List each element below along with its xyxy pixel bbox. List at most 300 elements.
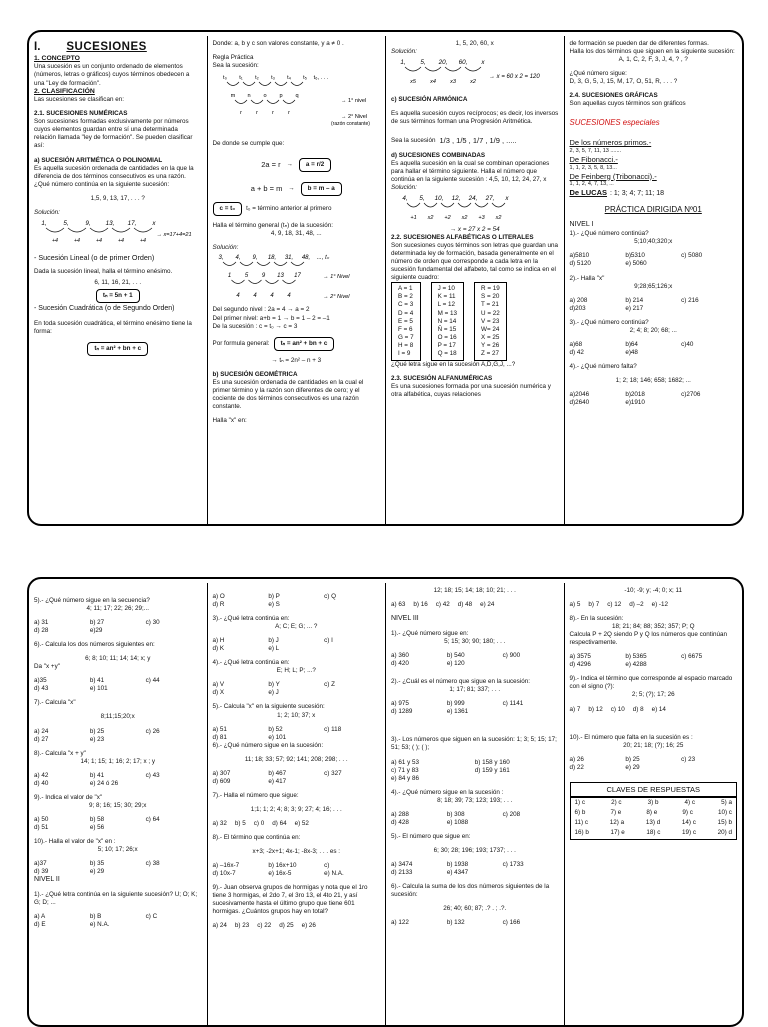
- answer-option: a)37: [34, 860, 47, 868]
- solution-difference: 5: [244, 273, 248, 280]
- claves-row: [571, 808, 737, 818]
- alphabet-entry: M = 13: [437, 309, 458, 317]
- answer-option: e) 56: [89, 823, 105, 831]
- answer-option: e) 29: [89, 868, 105, 876]
- page-1-columns: [29, 36, 742, 524]
- combined-term: 27,: [485, 195, 495, 203]
- formula-1-left: 2a = r: [261, 160, 281, 170]
- clave-entry: 5) a: [721, 799, 732, 807]
- general-rule-diagram: [213, 70, 383, 130]
- rule-level-1-label: → 1° nivel: [340, 98, 366, 105]
- primos-seq: 2, 3, 5, 7, 11, 13 .......: [569, 147, 622, 154]
- formula-1-right: a = r/2: [299, 158, 331, 172]
- answer-option: c) 64: [145, 815, 160, 823]
- de-donde-text: De donde se cumple que:: [212, 140, 285, 148]
- chapter-title: SUCESIONES: [66, 41, 147, 53]
- answer-option: b) 5: [234, 819, 246, 827]
- p2-n2-q3-options: [213, 637, 381, 653]
- alphabet-table: [391, 282, 559, 360]
- arithmetic-solution-diagram: [34, 217, 204, 247]
- clave-entry: 15) b: [717, 819, 732, 827]
- answer-option: c) 71 y 83: [391, 766, 419, 774]
- answer-option: [324, 601, 380, 609]
- alphabet-entry: K = 11: [437, 293, 456, 301]
- sequence-arc: [291, 262, 304, 266]
- p2-q7: 7).- Calcula "x": [34, 699, 76, 707]
- p2-n3-q3-options: [391, 759, 559, 783]
- armonica-sequence: 1/3 , 1/5 , 1/7 , 1/9 , .....: [439, 136, 517, 146]
- rule-second-difference: r: [239, 110, 242, 117]
- p2-n2-q2-options: [213, 593, 381, 609]
- answer-option: d) 64: [272, 819, 287, 827]
- sequence-arc: [243, 82, 255, 86]
- answer-option: c) 1733: [502, 860, 524, 868]
- geo-term: 5,: [420, 59, 426, 67]
- alphabet-entry: W= 24: [481, 325, 500, 333]
- answer-option: c)2706: [681, 390, 701, 398]
- alphabet-entry: C = 3: [398, 301, 414, 309]
- answer-option: [146, 685, 202, 693]
- combined-term: x: [505, 195, 509, 203]
- answer-option: [324, 778, 380, 786]
- alfanum-cont-2: Halla los dos términos que siguen en la siguiente sucesión:: [569, 48, 735, 56]
- answer-option: e) N.A.: [89, 921, 110, 929]
- answer-option: c) 23: [681, 755, 696, 763]
- clave-entry: 20) d: [717, 829, 732, 837]
- solution-difference: 9: [261, 273, 265, 280]
- geo-term: x: [481, 59, 485, 67]
- alfabeticas-heading: 2.2. SUCESIONES ALFABÉTICAS O LITERALES: [391, 234, 534, 242]
- p2-n3-q8-seq: 18; 21; 84; 88; 352; 357; P; Q: [611, 623, 695, 631]
- p2-n2-q6: 6).- ¿Qué número sigue en la sucesión:: [212, 741, 324, 749]
- answer-option: a) 7: [569, 705, 581, 713]
- rule-difference: m: [230, 93, 235, 100]
- sequence-arc: [424, 203, 437, 207]
- p1-q2: 2).- Halla "x": [569, 274, 605, 282]
- p2-c3-top-options: [391, 601, 559, 609]
- answer-option: d) 43: [34, 685, 49, 693]
- geo-term: 1,: [400, 59, 406, 67]
- sea-sucesion: Sea la sucesión:: [212, 62, 259, 70]
- sequence-term: 1,: [41, 219, 47, 227]
- combined-operation: x2: [427, 215, 434, 222]
- answer-option: a) 5: [569, 601, 581, 609]
- primos-heading: De los números primos.-: [569, 138, 652, 148]
- p2-n2-q4-seq: E; H; L; P; ...?: [276, 667, 316, 675]
- p2-n3-q2-seq: 1; 17; 81; 337; . . .: [449, 686, 501, 694]
- p1-q1: 1).- ¿Qué número continúa?: [569, 230, 649, 238]
- page-2-columns: [29, 583, 742, 1025]
- answer-option: e)1910: [625, 399, 645, 407]
- p2-col-4: [564, 583, 743, 1025]
- clave-entry: 3) b: [647, 799, 659, 807]
- answer-option: [475, 775, 559, 783]
- sequence-arc: [291, 82, 303, 86]
- alphabet-entry: F = 6: [398, 325, 413, 333]
- page-1: [27, 30, 744, 526]
- claves-row: [571, 818, 737, 828]
- answer-option: b) 23: [234, 922, 250, 930]
- answer-option: [146, 780, 202, 788]
- p2-col-3: [385, 583, 564, 1025]
- answer-option: b) 41: [89, 677, 105, 685]
- p1-col-1: [29, 36, 207, 524]
- rule-second-difference: r: [255, 110, 258, 117]
- rule-level-2-label: → 2° Nivel: [340, 114, 367, 121]
- answer-option: [324, 734, 380, 742]
- answer-option: a)2046: [569, 390, 590, 398]
- p2-n3-q8-options: [570, 653, 738, 669]
- p1-col-3: [385, 36, 564, 524]
- sequence-arc: [267, 100, 279, 104]
- clave-entry: 10) c: [717, 809, 732, 817]
- rule-term: t₀: [222, 75, 227, 82]
- claves-title: CLAVES DE RESPUESTAS: [570, 782, 738, 798]
- practica-title: PRÁCTICA DIRIGIDA Nº01: [604, 205, 702, 215]
- sequence-term: x: [152, 219, 156, 227]
- answer-option: c)40: [681, 340, 694, 348]
- answer-option: b) 999: [446, 700, 465, 708]
- solution-second-difference: 4: [235, 293, 240, 300]
- sequence-arc: [282, 280, 295, 284]
- p2-n3-q2: 2).- ¿Cuál es el número que sigue en la sucesión:: [391, 678, 530, 686]
- p2-q10: 10).- Halla el valor de "x" en :: [34, 837, 116, 845]
- answer-option: d) 48: [457, 601, 473, 609]
- answer-option: [146, 921, 202, 929]
- p1-q3-seq: 2; 4; 8; 20; 68; ...: [629, 326, 677, 334]
- alphabet-entry: L = 12: [437, 301, 456, 309]
- combined-term: 10,: [434, 195, 444, 203]
- p2-n2-q4-options: [213, 681, 381, 697]
- answer-option: d) 51: [34, 823, 49, 831]
- sequence-arc: [90, 228, 108, 232]
- p2-n2-q9: 9).- Juan observa grupos de hormigas y nota que el 1ro tiene 3 hormigas, el 2do 7, el 3ro 13, el 4to 21, y así sucesivamente hasta el último grupo que tiene 601 hormigas. ¿Cuántos grupos hay en total?: [212, 884, 368, 916]
- answer-option: d) 1289: [391, 708, 413, 716]
- answer-option: c) 216: [681, 296, 699, 304]
- p1-q4: 4).- ¿Qué número falta?: [569, 362, 637, 370]
- claves-table: [570, 797, 738, 839]
- page-2: [27, 577, 744, 1027]
- chapter-heading: [34, 40, 202, 55]
- sequence-arc: [445, 67, 461, 71]
- answer-option: [503, 660, 559, 668]
- p2-n3-q6-options: [391, 919, 559, 927]
- answer-option: d)203: [569, 304, 586, 312]
- answer-option: e) 417: [268, 777, 287, 785]
- answer-option: b)5310: [625, 252, 645, 260]
- p1-col-4: [564, 36, 743, 524]
- answer-option: b) 308: [446, 810, 465, 818]
- graficas-heading: 2.4. SUCESIONES GRÁFICAS: [569, 92, 658, 100]
- p2-n2-q7-seq: 1;1; 1; 2; 4; 8; 3; 9; 27; 4; 16; . . .: [250, 805, 342, 813]
- answer-option: b) 35: [89, 860, 105, 868]
- p2-q8-seq: 14; 1; 15; 1; 16; 2; 17; x ; y: [80, 757, 156, 765]
- answer-option: c) 6675: [681, 653, 703, 661]
- p2-q9: 9).- Indica el valor de "x": [34, 793, 103, 801]
- combinadas-heading: d) SUCESIONES COMBINADAS: [391, 151, 486, 159]
- clave-entry: 11) c: [574, 819, 589, 827]
- answer-option: b) J: [268, 637, 279, 645]
- answer-option: a) 975: [391, 700, 409, 708]
- p2-c3-top-seq: 12; 18; 15; 14; 18; 10; 21; . . .: [433, 587, 516, 594]
- sol-level-2-label: → 2° Nivel: [322, 294, 349, 301]
- p2-n3-q8-text: Calcula P + 2Q siendo P y Q los números que continúan respectivamente.: [569, 631, 727, 647]
- sequence-term: 13,: [105, 219, 115, 227]
- aritmetica-sequence: 1,5, 9, 13, 17, . . . ?: [90, 194, 145, 202]
- claves-row: [571, 828, 737, 838]
- answer-option: [681, 305, 737, 313]
- formula-general-label: Por formula general:: [212, 339, 270, 347]
- geo-multiplier: x3: [450, 79, 456, 86]
- p1-q2-options: [570, 297, 738, 313]
- sequence-arc: [46, 228, 64, 232]
- p2-n3-q10-seq: 20; 21; 18; (?); 16; 25: [623, 741, 684, 749]
- p2-n2-q5: 5).- Calcula "x" en la siguiente sucesión:: [212, 703, 325, 711]
- answer-option: b)2018: [625, 390, 645, 398]
- p2-n2-q7-options: [213, 820, 381, 828]
- aritmetica-text: Es aquella sucesión ordenada de cantidades en la que la diferencia de dos términos consecutivos es una razón. ¿Qué número continúa en la siguiente sucesión:: [34, 164, 194, 188]
- answer-option: d) 28: [34, 627, 49, 635]
- p1-q4-seq: 1; 2; 18; 146; 658; 1682; ...: [615, 376, 691, 384]
- answer-option: [146, 736, 202, 744]
- solution-term: ..., tₙ: [316, 255, 329, 262]
- clave-entry: 7) e: [610, 809, 622, 817]
- alphabet-entry: H = 8: [398, 341, 414, 349]
- answer-option: c) Q: [324, 593, 337, 600]
- alphabet-entry: O = 16: [437, 333, 457, 341]
- solution-label: Solución:: [34, 208, 60, 216]
- p1-q3-options: [570, 341, 738, 357]
- answer-option: a) 24: [34, 727, 49, 735]
- sequence-arc: [231, 280, 244, 284]
- alphabet-entry: B = 2: [398, 293, 413, 301]
- quadratic-solution-diagram: [213, 252, 383, 306]
- nivel-2: NIVEL II: [34, 876, 60, 884]
- answer-option: e)29: [89, 627, 103, 635]
- answer-option: d) 81: [212, 733, 227, 741]
- especiales-heading: SUCESIONES especiales: [569, 118, 660, 128]
- p2-n2-q8-options: [213, 862, 381, 878]
- geometrica-text: Es una sucesión ordenada de cantidades en la cual el primer término y la razón son diferentes de cero; y el cociente de dos términos consecutivos es una razón constante.: [212, 378, 364, 410]
- alphabet-entry: A = 1: [398, 285, 413, 293]
- clave-entry: 13) d: [645, 819, 661, 827]
- answer-option: a) –16x-7: [212, 862, 240, 870]
- answer-option: b) 58: [89, 815, 105, 823]
- nivel-3: NIVEL III: [391, 615, 419, 623]
- sequence-arc: [134, 228, 152, 232]
- alphabet-entry: I = 9: [398, 349, 411, 357]
- answer-option: e) 4288: [625, 661, 647, 669]
- answer-option: b) 132: [446, 919, 465, 927]
- p2-n3-q9-options: [570, 706, 738, 714]
- p2-c4-top-seq: -10; -9; y; -4; 0; x; 11: [624, 587, 683, 594]
- clave-entry: 14) c: [681, 819, 696, 827]
- rule-term: t₁: [238, 75, 243, 82]
- answer-option: a) A: [34, 913, 46, 921]
- answer-option: e) 24 ó 26: [89, 779, 119, 787]
- rule-difference: o: [262, 93, 267, 100]
- answer-option: d) 40: [34, 779, 49, 787]
- clave-entry: 12) a: [609, 819, 625, 827]
- answer-option: a) 288: [391, 810, 409, 818]
- solution-second-difference: 4: [252, 293, 257, 300]
- answer-option: c) C: [145, 913, 158, 921]
- armonica-text: Es aquella sucesión cuyos recíprocos; es decir, los inversos de sus términos forman una Progresión Aritmética.: [391, 110, 559, 126]
- p2-col-2: [207, 583, 386, 1025]
- sequence-arc: [475, 203, 488, 207]
- answer-option: c) 26: [145, 727, 160, 735]
- sequence-arc: [458, 203, 471, 207]
- sequence-difference: +4: [139, 237, 147, 244]
- sequence-arc: [259, 82, 271, 86]
- p1-col-2: Donde: a, b y c son valores constante, y a ≠ 0 . Regla Práctica Sea la sucesión: t₀ t₁ t₂ t₃ t₄ t₅ t₆, . . . m n o p q r r r r → 1° nivel → 2° Nivel (razón constante) De donde se cumple que: 2a = r → a = r/2 a + b = m → b = m – a c = t₀ t₀ = término anterior al primero Halla el término general (tₙ) de la sucesión: 4, 9, 18, 31, 48, ... Solución: 3, 4, 9, 18, 31, 48, ..., tₙ 1 5 9 13 17 4 4 4 4 → 1° Nivel → 2° Nivel Del segundo nivel : 2a = 4 → a = 2 Del primer nivel: a+b = 1 → b = 1 – 2 = –1 De la sucesión : c = t₀ → c = 3 Por formula general: tₙ = an² + bn + c → tₙ = 2n² – n + 3 b) SUCESIÓN GEOMÉTRICA Es una sucesión ordenada de cantidades en la cual el primer término y la razón son diferentes de cero; y el cociente de dos términos consecutivos es una razón constante. Halla "x" en:: [207, 36, 386, 524]
- answer-option: a)68: [569, 340, 583, 348]
- halla-sequence: 4, 9, 18, 31, 48, ...: [270, 230, 322, 238]
- solution-term: 18,: [267, 255, 276, 262]
- answer-option: e) 4347: [446, 868, 469, 876]
- p2-n3-q9: 9).- Indica el término que corresponde al espacio marcado con el signo (?):: [569, 675, 733, 691]
- answer-option: a) 32: [212, 819, 227, 827]
- alphabet-column: [431, 282, 464, 360]
- answer-option: b) 12: [588, 705, 603, 713]
- p2-n3-q4: 4).- ¿Qué número sigue en la sucesión :: [391, 788, 504, 796]
- p2-n3-q4-seq: 8; 18; 39; 73; 123; 193; . . .: [437, 796, 513, 804]
- alphabet-entry: Z = 27: [481, 349, 500, 357]
- sequence-arc: [251, 100, 263, 104]
- answer-option: b) 1938: [446, 860, 469, 868]
- rule-term: t₃: [270, 75, 275, 82]
- solution-term: 9,: [251, 255, 258, 262]
- alphabet-entry: V = 23: [481, 317, 500, 325]
- formula-3-right: t₀ = término anterior al primero: [246, 205, 332, 213]
- clave-entry: 1) c: [574, 799, 585, 807]
- alfanumericas-heading: 2.3. SUCESIÓN ALFANUMÉRICAS: [391, 374, 493, 382]
- answer-option: a) 31: [34, 619, 49, 627]
- p2-n2-q9-options: [213, 922, 381, 930]
- rule-second-difference: r: [287, 110, 290, 117]
- sequence-arc: [465, 67, 481, 71]
- alphabet-entry: Ñ = 15: [437, 325, 457, 333]
- p2-n3-q6-seq: 26; 40; 60; 87; .? . ; .?.: [443, 905, 507, 913]
- alfabeticas-text: Son sucesiones cuyos términos son letras que guardan una determinada ley de formación, basada generalmente en el número de orden que corresponde a cada letra en la sucesión fundamental del alfabeto, tal como se indica en el siguiente cuadro:: [391, 242, 558, 282]
- clave-entry: 4) c: [684, 799, 696, 807]
- sequence-arc: [223, 262, 236, 266]
- answer-option: d) 609: [212, 777, 231, 785]
- answer-option: a) 63: [391, 601, 406, 609]
- answer-option: b)64: [625, 340, 638, 348]
- combinadas-result: → x = 27 x 2 = 54: [449, 226, 500, 234]
- alphabet-entry: E = 5: [398, 317, 413, 325]
- answer-option: [503, 708, 559, 716]
- formula-general: tₙ = an² + bn + c: [274, 337, 335, 351]
- p2-n2-q4: 4).- ¿Qué letra continúa en:: [212, 659, 290, 667]
- primer-nivel: Del primer nivel: a+b = 1 → b = 1 – 2 = –1: [212, 314, 330, 322]
- p2-q6-options: [34, 677, 202, 693]
- answer-option: c) 30: [145, 619, 160, 627]
- aritmetica-heading: a) SUCESIÓN ARITMÉTICA O POLINOMIAL: [34, 156, 163, 164]
- rule-level-2-sub: (razón constante): [330, 121, 370, 128]
- answer-option: a)5810: [569, 252, 590, 260]
- sequence-arc: [235, 100, 247, 104]
- sequence-difference: +4: [95, 237, 103, 244]
- answer-option: d) 2133: [391, 868, 413, 876]
- p2-n3-q1: 1).- ¿Qué número sigue en:: [391, 630, 469, 638]
- p2-col-1: [29, 583, 207, 1025]
- answer-option: a) O: [212, 593, 225, 600]
- answer-option: d)2640: [569, 399, 590, 407]
- answer-option: e) 14: [651, 705, 666, 713]
- p2-n3-q1-seq: 5; 15; 30; 90; 180; . . .: [444, 638, 506, 646]
- rule-difference: q: [294, 93, 299, 100]
- answer-option: d) 5120: [569, 260, 591, 268]
- answer-option: c) 42: [435, 601, 450, 609]
- clave-entry: 19) c: [682, 829, 696, 837]
- p2-q8: 8).- Calcula "x + y": [34, 749, 86, 757]
- answer-option: d) 22: [569, 763, 584, 771]
- combinadas-text: Es aquella sucesión en la cual se combinan operaciones para hallar el término siguiente. Halla el número que continúa en la siguiente sucesión : 4,5, 10, 12, 24, 27, x: [391, 159, 550, 183]
- p2-n2-q1: 1).- ¿Qué letra continúa en la siguiente sucesión? U; O; K; G; D; ...: [34, 891, 198, 907]
- alphabet-entry: D = 4: [398, 309, 414, 317]
- p2-n2-q3-seq: A; C; E; G; ... ?: [275, 623, 318, 631]
- solution-difference: 1: [227, 273, 231, 280]
- p2-q6-seq: 6; 8; 10; 11; 14; 14; x; y: [85, 655, 151, 663]
- answer-option: c) Z: [324, 681, 335, 689]
- regla-practica: Regla Práctica: [212, 54, 254, 62]
- answer-option: d) 420: [391, 660, 409, 668]
- concepto-text: Una sucesión es un conjunto ordenado de elementos (números, letras o gráficos) cuyos términos obedecen a una "Ley de formación".: [34, 63, 190, 87]
- solution-label-4: Solución:: [391, 184, 417, 192]
- answer-option: [146, 627, 202, 635]
- p2-q5-seq: 4; 11; 17; 22; 26; 29;...: [86, 605, 150, 613]
- alphabet-entry: P = 17: [437, 341, 456, 349]
- alphabet-column: [474, 282, 507, 360]
- answer-option: e) 29: [625, 763, 640, 771]
- solution-term: 48,: [301, 255, 310, 262]
- solution-term: 4,: [234, 255, 241, 262]
- alfanum-question: ¿Qué número sigue:: [569, 70, 627, 78]
- chapter-number: I.: [34, 41, 41, 53]
- sequence-difference: +4: [73, 237, 81, 244]
- p2-n3-q5: 5).- El número que sigue en:: [391, 832, 471, 840]
- answer-option: a) 51: [212, 725, 227, 733]
- sequence-difference: +4: [117, 237, 125, 244]
- p2-n3-q4-options: [391, 811, 559, 827]
- answer-option: [503, 819, 559, 827]
- sequence-difference: +4: [51, 237, 59, 244]
- p1-q1-seq: 5;10;40;320;x: [634, 238, 673, 246]
- answer-option: a) 3474: [391, 860, 413, 868]
- armonica-label: Sea la sucesión: [391, 137, 436, 144]
- graficas-text: Son aquellas cuyos términos son gráficos: [569, 100, 686, 108]
- clave-entry: 18) c: [646, 829, 661, 837]
- p2-n2-q5-seq: 1; 2; 10; 37; x: [277, 711, 316, 719]
- alphabet-entry: N = 14: [437, 317, 457, 325]
- answer-option: a) 24: [212, 922, 227, 930]
- formula-2-left: a + b = m: [250, 184, 283, 194]
- answer-option: b) 467: [268, 769, 287, 777]
- p2-q7-seq: 8;11;15;20;x: [100, 713, 135, 721]
- clave-entry: 8) e: [646, 809, 658, 817]
- lineal-formula: tₙ = 5n + 1: [96, 289, 140, 303]
- sequence-arc: [112, 228, 130, 232]
- p2-n3-q1-options: [391, 652, 559, 668]
- sequence-arc: [257, 262, 270, 266]
- alfanum-cont-1: de formación se pueden dar de diferentes formas.: [569, 40, 709, 47]
- solution-label-2: Solución:: [212, 244, 239, 252]
- alphabet-entry: G = 7: [398, 333, 414, 341]
- answer-option: [324, 689, 380, 697]
- p2-n3-q8: 8).- En la sucesión:: [569, 615, 624, 623]
